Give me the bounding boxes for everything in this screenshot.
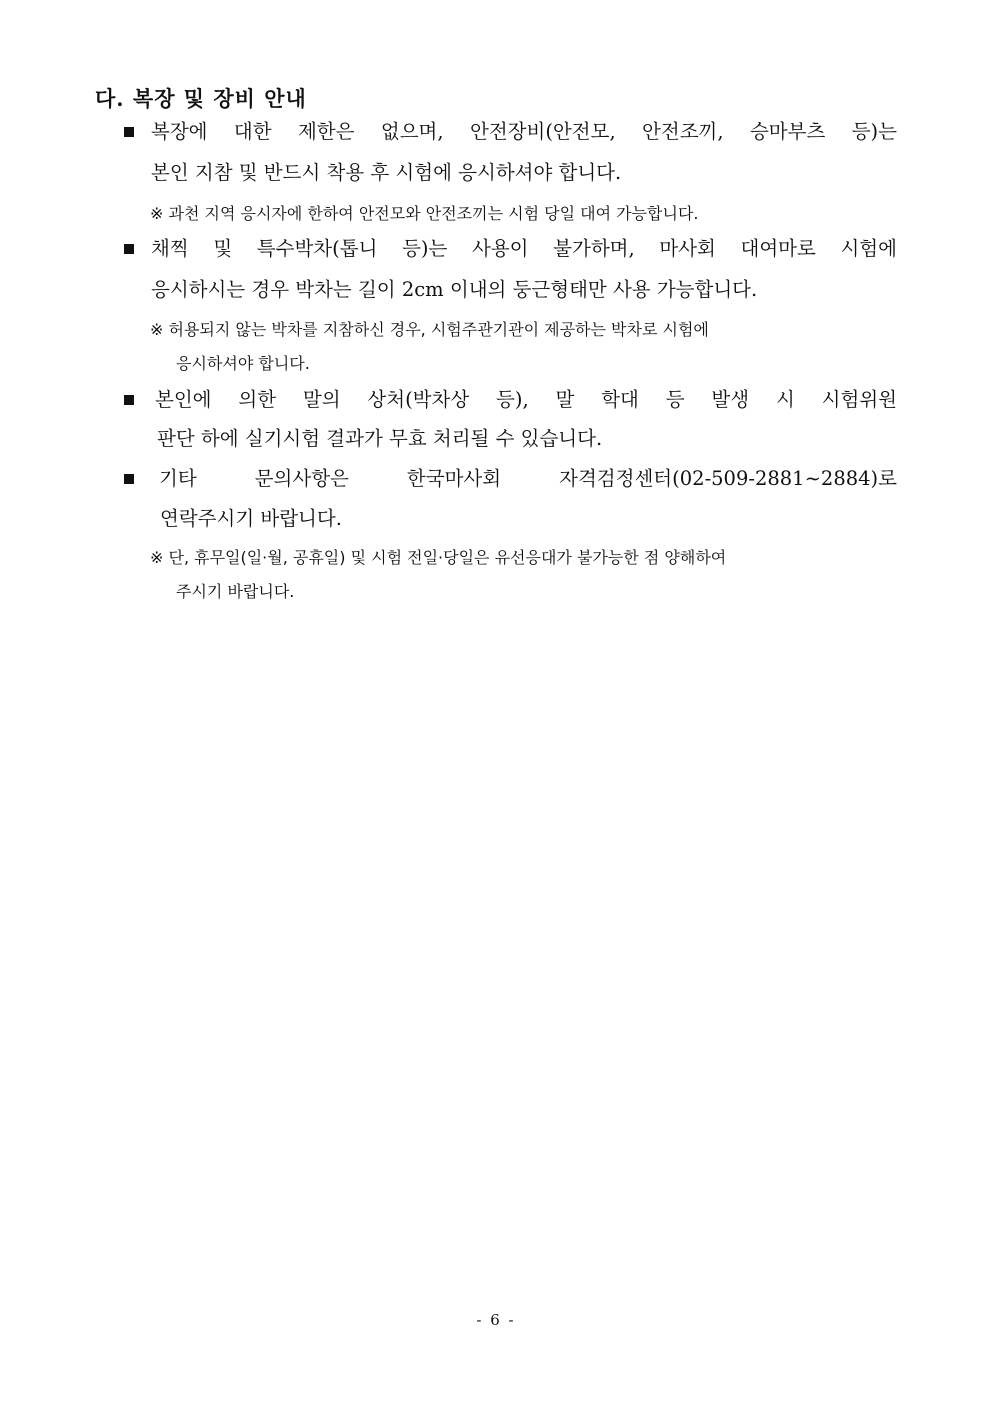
item-4-line-1-text: 기타 문의사항은 한국마사회 자격검정센터(02-509-2881∼2884)로 bbox=[159, 467, 897, 490]
item-4-line-2: 연락주시기 바랍니다. bbox=[160, 507, 342, 530]
item-2-line-1 bbox=[151, 235, 897, 263]
item-2-line-2: 응시하시는 경우 박차는 길이 2cm 이내의 둥근형태만 사용 가능합니다. bbox=[151, 278, 758, 301]
item-2-note-line-2: 응시하셔야 합니다. bbox=[176, 354, 310, 373]
item-1-line-1 bbox=[151, 118, 897, 146]
bullet-square-icon bbox=[124, 244, 134, 254]
item-4-line-1 bbox=[159, 465, 897, 493]
item-1-line-2: 본인 지참 및 반드시 착용 후 시험에 응시하셔야 합니다. bbox=[151, 161, 622, 184]
item-2-line-1-text: 채찍 및 특수박차(톱니 등)는 사용이 불가하며, 마사회 대여마로 시험에 bbox=[151, 237, 897, 260]
section-heading: 다. 복장 및 장비 안내 bbox=[95, 86, 307, 111]
bullet-square-icon bbox=[124, 395, 134, 405]
bullet-square-icon bbox=[124, 127, 134, 137]
page-number: - 6 - bbox=[476, 1311, 516, 1329]
item-4-note-line-2: 주시기 바랍니다. bbox=[176, 582, 295, 601]
item-3-line-2: 판단 하에 실기시험 결과가 무효 처리될 수 있습니다. bbox=[157, 427, 603, 450]
item-2-note-line-1: ※ 허용되지 않는 박차를 지참하신 경우, 시험주관기관이 제공하는 박차로 시험에 bbox=[150, 320, 709, 339]
bullet-square-icon bbox=[124, 474, 134, 484]
item-4-note-line-1: ※ 단, 휴무일(일·월, 공휴일) 및 시험 전일·당일은 유선응대가 불가능한 점 양해하여 bbox=[150, 548, 727, 567]
item-1-note-line-1: ※ 과천 지역 응시자에 한하여 안전모와 안전조끼는 시험 당일 대여 가능합니다. bbox=[150, 204, 699, 223]
item-1-line-1-text: 복장에 대한 제한은 없으며, 안전장비(안전모, 안전조끼, 승마부츠 등)는 bbox=[151, 120, 897, 143]
item-3-line-1-text: 본인에 의한 말의 상처(박차상 등), 말 학대 등 발생 시 시험위원 bbox=[155, 388, 897, 411]
item-3-line-1 bbox=[155, 386, 897, 414]
